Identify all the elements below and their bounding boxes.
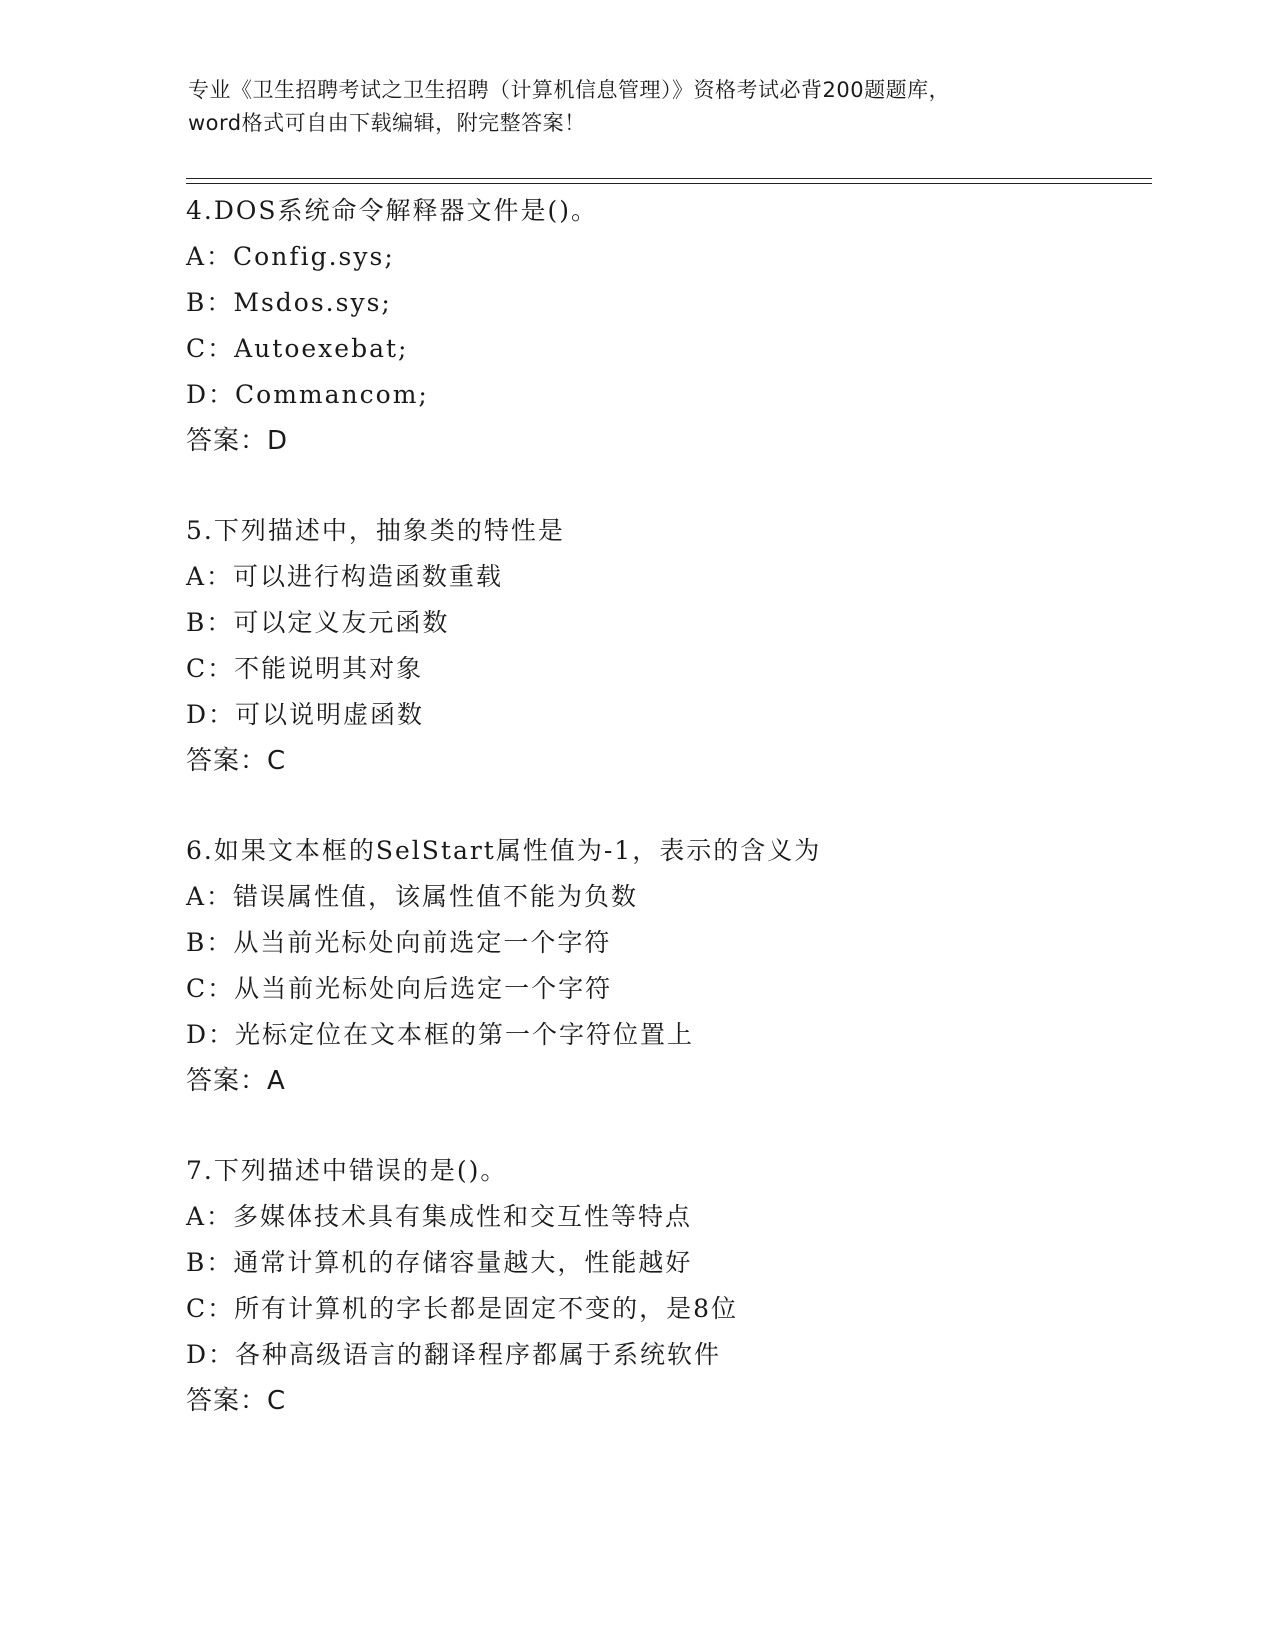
document-header: [188, 74, 1088, 140]
answer-line: 答案：C: [186, 1386, 287, 1416]
option-d: D：Commancom;: [186, 380, 429, 409]
question-5: [186, 508, 1146, 784]
question-4: [186, 188, 1146, 464]
option-c: C：所有计算机的字长都是固定不变的，是8位: [186, 1294, 739, 1323]
option-b: B：从当前光标处向前选定一个字符: [186, 928, 612, 957]
question-stem: 5.下列描述中，抽象类的特性是: [186, 516, 565, 545]
option-a: A：Config.sys;: [186, 242, 395, 271]
question-stem: 4.DOS系统命令解释器文件是()。: [186, 196, 599, 225]
header-divider-bottom: [186, 183, 1152, 184]
option-b: B：通常计算机的存储容量越大，性能越好: [186, 1248, 693, 1277]
option-c: C：Autoexebat;: [186, 334, 409, 363]
question-6: [186, 828, 1146, 1104]
option-d: D：可以说明虚函数: [186, 700, 425, 729]
header-line-1: 专业《卫生招聘考试之卫生招聘（计算机信息管理）》资格考试必背200题题库，: [188, 78, 951, 102]
option-d: D：各种高级语言的翻译程序都属于系统软件: [186, 1340, 722, 1369]
answer-line: 答案：C: [186, 746, 287, 776]
answer-line: 答案：D: [186, 426, 289, 456]
answer-line: 答案：A: [186, 1066, 286, 1096]
question-stem: 7.下列描述中错误的是()。: [186, 1156, 508, 1185]
option-a: A：错误属性值，该属性值不能为负数: [186, 882, 639, 911]
header-line-2: word格式可自由下载编辑，附完整答案！: [188, 111, 586, 135]
option-a: A：多媒体技术具有集成性和交互性等特点: [186, 1202, 693, 1231]
question-stem: 6.如果文本框的SelStart属性值为-1，表示的含义为: [186, 836, 822, 865]
option-b: B：Msdos.sys;: [186, 288, 392, 317]
option-d: D：光标定位在文本框的第一个字符位置上: [186, 1020, 695, 1049]
header-divider-top: [186, 178, 1152, 179]
option-b: B：可以定义友元函数: [186, 608, 450, 637]
option-c: C：不能说明其对象: [186, 654, 424, 683]
option-a: A：可以进行构造函数重载: [186, 562, 504, 591]
question-7: [186, 1148, 1146, 1424]
option-c: C：从当前光标处向后选定一个字符: [186, 974, 613, 1003]
